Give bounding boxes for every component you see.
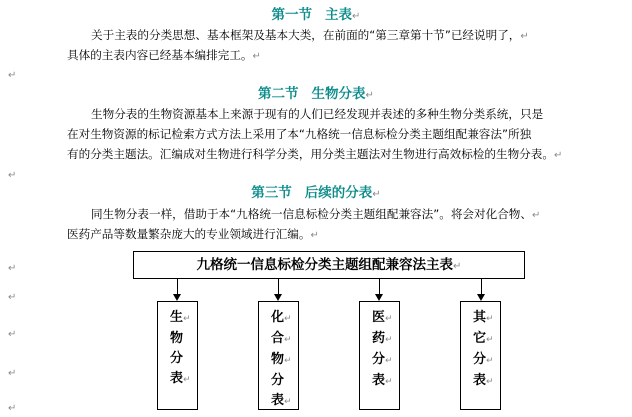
arrow-head <box>477 294 485 301</box>
empty-paragraph-mark: ↵ <box>8 329 17 340</box>
paragraph-line: 医药产品等数量繁杂庞大的专业领域进行汇编。↵ <box>67 227 319 241</box>
paragraph-line: 有的分类主题法。汇编成对生物进行科学分类，用分类主题法对生物进行高效标检的生物分表。↵ <box>67 147 563 161</box>
category-label: 化↵ 合↵ 物↵ 分 表↵ <box>271 310 292 408</box>
empty-paragraph-mark: ↵ <box>8 403 17 414</box>
empty-paragraph-mark: ↵ <box>8 70 17 81</box>
empty-paragraph-mark: ↵ <box>8 170 17 181</box>
empty-paragraph-mark: ↵ <box>8 263 17 274</box>
paragraph-mark: ↵ <box>372 189 381 200</box>
section-2-number: 第二节 <box>258 86 299 102</box>
connector-line <box>278 279 279 295</box>
connector-line <box>177 279 178 295</box>
category-box-other <box>460 301 501 410</box>
section-1-heading <box>0 7 632 25</box>
category-box-compound <box>258 301 299 410</box>
paragraph-mark: ↵ <box>365 90 374 101</box>
section-2-title: 生物分表 <box>311 86 366 102</box>
arrow-head <box>375 294 383 301</box>
diagram-root-box: 九格统一信息标检分类主题组配兼容法主表↵ <box>133 251 525 279</box>
category-box-medicine <box>359 301 400 410</box>
paragraph-line: 具体的主表内容已经基本编排完工。↵ <box>67 48 261 62</box>
diagram-root-label: 九格统一信息标检分类主题组配兼容法主表 <box>196 257 454 273</box>
section-1-title: 主表 <box>325 7 353 23</box>
category-label: 其↵ 它↵ 分↵ 表↵ <box>473 310 494 388</box>
empty-paragraph-mark: ↵ <box>8 368 17 379</box>
paragraph-line: 关于主表的分类思想、基本框架及基本大类，在前面的“第三章第十节”已经说明了，↵ <box>91 28 529 42</box>
paragraph-line: 同生物分表一样，借助于本“九格统一信息标检分类主题组配兼容法”。将会对化合物、↵ <box>91 207 541 221</box>
section-3-title: 后续的分表 <box>304 185 373 201</box>
section-3-heading <box>0 185 632 203</box>
category-box-biology <box>157 301 198 410</box>
category-label: 生↵ 物 分 表↵ <box>170 310 191 386</box>
empty-paragraph-mark: ↵ <box>8 292 17 303</box>
paragraph-mark: ↵ <box>352 11 361 22</box>
section-3-paragraph <box>67 204 607 244</box>
connector-line <box>379 279 380 295</box>
paragraph-line: 在对生物资源的标记检索方式方法上采用了本“九格统一信息标检分类主题组配兼容法”所独 <box>67 127 532 141</box>
arrow-head <box>274 294 282 301</box>
section-3-number: 第三节 <box>251 185 292 201</box>
arrow-head <box>173 294 181 301</box>
section-1-number: 第一节 <box>271 7 313 23</box>
section-2-paragraph <box>67 104 607 164</box>
paragraph-line: 生物分表的生物资源基本上来源于现有的人们已经发现并表述的多种生物分类系统，只是 <box>91 107 544 121</box>
category-label: 医↵ 药↵ 分↵ 表↵ <box>372 310 393 388</box>
connector-line <box>481 279 482 295</box>
section-2-heading <box>0 86 632 104</box>
section-1-paragraph <box>67 25 607 65</box>
